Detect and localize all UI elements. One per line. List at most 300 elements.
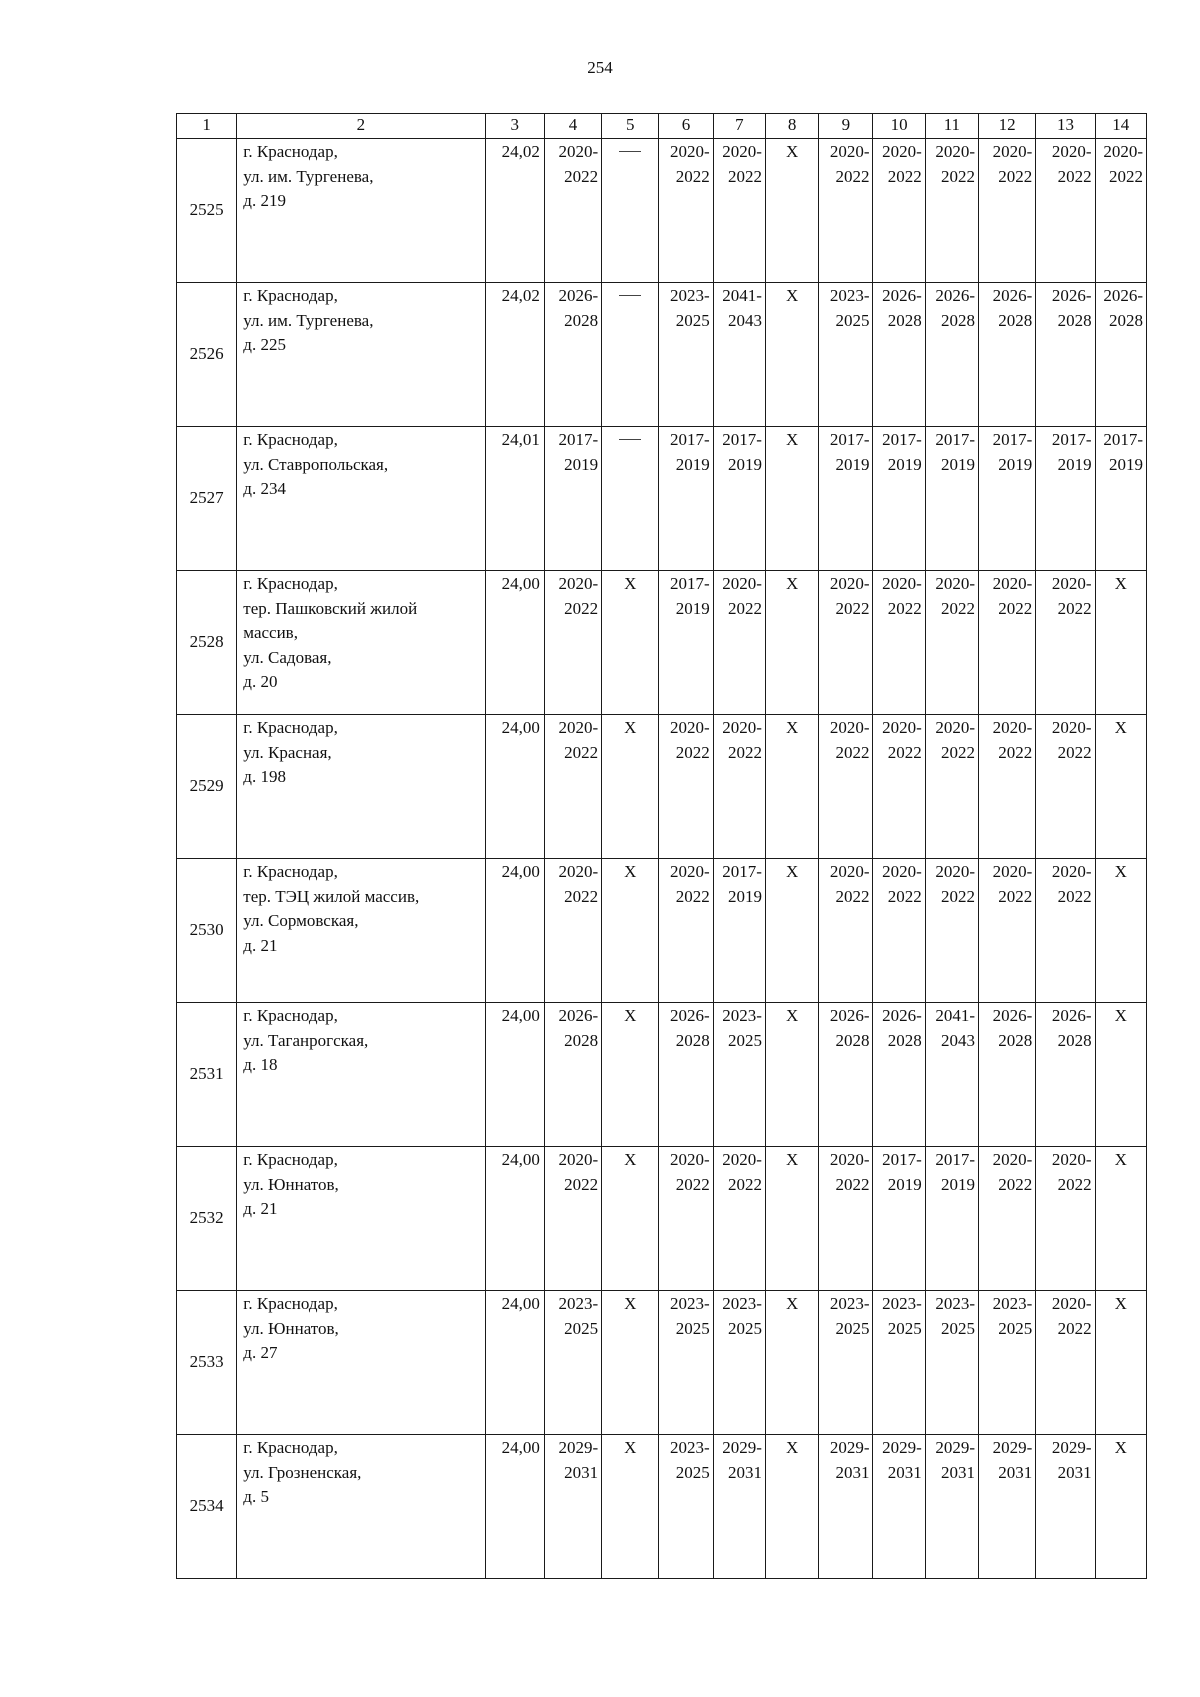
period-part: 2020- (1051, 718, 1092, 737)
period-part: 2028 (564, 310, 599, 330)
period-part: 2020- (1051, 574, 1092, 593)
period-part: 2022 (564, 166, 599, 186)
period-cell (713, 427, 765, 571)
period-part: 2028 (835, 1030, 870, 1050)
row-number: 2533 (177, 1291, 237, 1435)
period-part: 2029- (935, 1438, 976, 1457)
period-part: 2026- (558, 1006, 599, 1025)
header-row (177, 114, 1147, 139)
row-number: 2525 (177, 139, 237, 283)
column-header-13: 13 (1036, 114, 1095, 139)
mark-cell: X (1095, 1147, 1146, 1291)
period-part: 2020- (1051, 862, 1092, 881)
period-cell (544, 427, 601, 571)
address-line: г. Краснодар, (243, 286, 338, 305)
period-part: 2025 (835, 1318, 870, 1338)
period-part: 2022 (564, 742, 599, 762)
period-part: 2029- (992, 1438, 1033, 1457)
address-line: г. Краснодар, (243, 1150, 338, 1169)
period-part: 2022 (1057, 1318, 1092, 1338)
period-cell (925, 427, 978, 571)
column-header-12: 12 (979, 114, 1036, 139)
period-part: 2022 (998, 598, 1033, 618)
period-part: 2041- (722, 286, 762, 305)
address-line: г. Краснодар, (243, 1294, 338, 1313)
period-cell (925, 1291, 978, 1435)
period-part: 2022 (727, 598, 762, 618)
period-part: 2022 (835, 598, 870, 618)
period-part: 2022 (675, 1174, 710, 1194)
period-cell (979, 139, 1036, 283)
address-line: д. 198 (243, 767, 286, 786)
period-part: 2020- (882, 862, 922, 881)
period-part: 2022 (727, 1174, 762, 1194)
period-part: 2028 (941, 310, 976, 330)
period-part: 2026- (882, 286, 922, 305)
address-line: г. Краснодар, (243, 862, 338, 881)
table-row (177, 1291, 1147, 1435)
period-cell (659, 1435, 713, 1579)
mark-cell: X (765, 1435, 818, 1579)
period-cell (925, 1435, 978, 1579)
address-line: ул. Таганрогская, (243, 1030, 369, 1050)
period-cell (659, 1003, 713, 1147)
mark-cell: X (765, 139, 818, 283)
address-line: г. Краснодар, (243, 1438, 338, 1457)
period-part: 2022 (1109, 166, 1143, 186)
dash-mark (619, 151, 641, 152)
period-part: 2019 (727, 886, 762, 906)
address-line: г. Краснодар, (243, 718, 338, 737)
page-number: 254 (587, 58, 613, 77)
address-cell (237, 1147, 485, 1291)
period-cell (659, 715, 713, 859)
period-cell (979, 715, 1036, 859)
period-part: 2026- (1051, 1006, 1092, 1025)
period-part: 2022 (887, 598, 922, 618)
period-part: 2025 (941, 1318, 976, 1338)
value-cell: 24,01 (485, 427, 544, 571)
period-cell (659, 283, 713, 427)
period-part: 2017- (558, 430, 599, 449)
period-part: 2019 (675, 454, 710, 474)
period-part: 2025 (727, 1030, 762, 1050)
period-part: 2017- (670, 430, 710, 449)
period-cell (544, 1291, 601, 1435)
period-part: 2022 (998, 886, 1033, 906)
period-part: 2020- (935, 142, 976, 161)
period-cell (544, 139, 601, 283)
period-part: 2022 (564, 1174, 599, 1194)
period-part: 2022 (998, 1174, 1033, 1194)
period-part: 2020- (882, 718, 922, 737)
period-part: 2022 (887, 166, 922, 186)
period-cell (1036, 1003, 1095, 1147)
period-part: 2020- (1103, 142, 1143, 161)
address-cell (237, 139, 485, 283)
period-part: 2028 (887, 310, 922, 330)
period-cell (819, 859, 873, 1003)
table-row (177, 427, 1147, 571)
period-part: 2022 (941, 742, 976, 762)
period-cell (819, 1291, 873, 1435)
mark-cell: X (1095, 1003, 1146, 1147)
value-cell: 24,02 (485, 139, 544, 283)
period-cell (544, 283, 601, 427)
period-cell (713, 715, 765, 859)
value-cell: 24,00 (485, 859, 544, 1003)
period-part: 2020- (558, 142, 599, 161)
period-part: 2020- (992, 1150, 1033, 1169)
period-part: 2017- (670, 574, 710, 593)
period-part: 2028 (998, 310, 1033, 330)
period-part: 2019 (835, 454, 870, 474)
mark-cell: X (1095, 571, 1146, 715)
period-cell (544, 571, 601, 715)
mark-cell: X (602, 1003, 659, 1147)
period-part: 2020- (1051, 1150, 1092, 1169)
row-number: 2527 (177, 427, 237, 571)
row-number: 2529 (177, 715, 237, 859)
table-row (177, 1147, 1147, 1291)
period-part: 2020- (722, 142, 762, 161)
mark-cell: X (602, 1291, 659, 1435)
period-part: 2026- (1051, 286, 1092, 305)
period-part: 2023- (670, 1294, 710, 1313)
mark-cell: X (1095, 1435, 1146, 1579)
address-line: ул. им. Тургенева, (243, 166, 374, 186)
period-part: 2019 (941, 454, 976, 474)
address-line: ул. Грозненская, (243, 1462, 362, 1482)
period-cell (819, 1147, 873, 1291)
period-cell (1036, 1435, 1095, 1579)
mark-cell: X (765, 283, 818, 427)
period-part: 2022 (835, 166, 870, 186)
column-header-14: 14 (1095, 114, 1146, 139)
dash-cell (602, 283, 659, 427)
period-part: 2022 (835, 742, 870, 762)
period-part: 2020- (670, 142, 710, 161)
period-part: 2019 (675, 598, 710, 618)
period-cell (1036, 859, 1095, 1003)
column-header-1: 1 (177, 114, 237, 139)
period-part: 2020- (722, 1150, 762, 1169)
period-part: 2025 (887, 1318, 922, 1338)
period-cell (1036, 283, 1095, 427)
mark-cell: X (1095, 715, 1146, 859)
period-part: 2041- (935, 1006, 976, 1025)
period-part: 2022 (1057, 1174, 1092, 1194)
period-cell (713, 1147, 765, 1291)
period-part: 2031 (998, 1462, 1033, 1482)
period-cell (713, 1435, 765, 1579)
period-part: 2020- (670, 718, 710, 737)
period-part: 2020- (558, 1150, 599, 1169)
period-part: 2020- (829, 574, 870, 593)
address-cell (237, 283, 485, 427)
mark-cell: X (1095, 859, 1146, 1003)
period-cell (544, 715, 601, 859)
period-part: 2020- (670, 862, 710, 881)
period-part: 2022 (1057, 742, 1092, 762)
period-part: 2022 (675, 886, 710, 906)
period-cell (819, 715, 873, 859)
period-part: 2020- (992, 718, 1033, 737)
mark-cell: X (765, 1291, 818, 1435)
period-cell (1036, 1147, 1095, 1291)
period-cell (873, 1003, 925, 1147)
period-cell (925, 139, 978, 283)
period-part: 2020- (935, 574, 976, 593)
period-part: 2019 (1057, 454, 1092, 474)
period-part: 2026- (992, 286, 1033, 305)
address-line: д. 234 (243, 479, 286, 498)
address-line: ул. Юннатов, (243, 1318, 339, 1338)
address-line: г. Краснодар, (243, 1006, 338, 1025)
column-header-9: 9 (819, 114, 873, 139)
period-cell (1095, 427, 1146, 571)
period-part: 2026- (1103, 286, 1143, 305)
period-part: 2017- (935, 1150, 976, 1169)
period-part: 2020- (935, 862, 976, 881)
period-cell (1036, 715, 1095, 859)
mark-cell: X (602, 859, 659, 1003)
value-cell: 24,00 (485, 571, 544, 715)
period-cell (925, 859, 978, 1003)
period-part: 2023- (829, 1294, 870, 1313)
period-part: 2019 (887, 1174, 922, 1194)
period-cell (659, 571, 713, 715)
period-cell (925, 715, 978, 859)
period-cell (659, 139, 713, 283)
period-cell (979, 571, 1036, 715)
period-part: 2022 (1057, 598, 1092, 618)
period-part: 2022 (1057, 886, 1092, 906)
column-header-6: 6 (659, 114, 713, 139)
period-cell (979, 1291, 1036, 1435)
address-line: г. Краснодар, (243, 574, 338, 593)
period-part: 2020- (829, 142, 870, 161)
column-header-5: 5 (602, 114, 659, 139)
period-cell (1036, 571, 1095, 715)
period-cell (713, 571, 765, 715)
address-cell (237, 1003, 485, 1147)
value-cell: 24,00 (485, 715, 544, 859)
period-part: 2031 (835, 1462, 870, 1482)
period-part: 2020- (558, 574, 599, 593)
period-part: 2020- (558, 862, 599, 881)
dash-cell (602, 139, 659, 283)
period-part: 2031 (564, 1462, 599, 1482)
row-number: 2532 (177, 1147, 237, 1291)
period-cell (873, 1147, 925, 1291)
column-header-3: 3 (485, 114, 544, 139)
period-part: 2031 (727, 1462, 762, 1482)
period-part: 2025 (564, 1318, 599, 1338)
period-part: 2029- (882, 1438, 922, 1457)
value-cell: 24,00 (485, 1435, 544, 1579)
period-part: 2031 (1057, 1462, 1092, 1482)
period-cell (713, 859, 765, 1003)
table-body (177, 139, 1147, 1579)
period-part: 2022 (998, 742, 1033, 762)
period-cell (873, 715, 925, 859)
period-cell (873, 859, 925, 1003)
period-cell (979, 1003, 1036, 1147)
period-part: 2020- (1051, 1294, 1092, 1313)
value-cell: 24,00 (485, 1147, 544, 1291)
period-part: 2020- (558, 718, 599, 737)
address-line: д. 20 (243, 672, 278, 691)
address-line: ул. им. Тургенева, (243, 310, 374, 330)
mark-cell: X (765, 427, 818, 571)
period-part: 2029- (829, 1438, 870, 1457)
period-part: 2020- (882, 142, 922, 161)
period-cell (544, 1147, 601, 1291)
period-cell (873, 1291, 925, 1435)
period-part: 2023- (935, 1294, 976, 1313)
address-cell (237, 427, 485, 571)
period-part: 2043 (727, 310, 762, 330)
period-cell (873, 1435, 925, 1579)
period-cell (713, 139, 765, 283)
address-line: ул. Ставропольская, (243, 454, 389, 474)
period-cell (713, 1291, 765, 1435)
period-part: 2028 (1057, 310, 1092, 330)
period-part: 2022 (835, 886, 870, 906)
period-part: 2025 (675, 1462, 710, 1482)
period-part: 2019 (1109, 454, 1143, 474)
period-part: 2022 (564, 886, 599, 906)
address-line: д. 5 (243, 1487, 269, 1506)
row-number: 2528 (177, 571, 237, 715)
period-cell (819, 1435, 873, 1579)
period-part: 2031 (941, 1462, 976, 1482)
period-part: 2017- (722, 430, 762, 449)
period-part: 2025 (727, 1318, 762, 1338)
dash-mark (619, 295, 641, 296)
period-cell (979, 283, 1036, 427)
period-cell (979, 859, 1036, 1003)
period-cell (659, 1147, 713, 1291)
period-cell (979, 1147, 1036, 1291)
mark-cell: X (765, 715, 818, 859)
period-part: 2017- (882, 430, 922, 449)
address-line: тер. Пашковский жилой (243, 598, 418, 618)
address-line: ул. Сормовская, (243, 911, 359, 930)
period-part: 2019 (727, 454, 762, 474)
mark-cell: X (765, 1003, 818, 1147)
period-cell (925, 571, 978, 715)
period-part: 2026- (829, 1006, 870, 1025)
period-cell (873, 427, 925, 571)
table-row (177, 715, 1147, 859)
address-line: д. 21 (243, 935, 278, 955)
column-header-2: 2 (237, 114, 485, 139)
address-line: д. 219 (243, 191, 286, 210)
column-header-11: 11 (925, 114, 978, 139)
dash-cell (602, 427, 659, 571)
column-header-10: 10 (873, 114, 925, 139)
period-part: 2020- (722, 718, 762, 737)
period-cell (1036, 139, 1095, 283)
period-part: 2017- (935, 430, 976, 449)
address-cell (237, 1291, 485, 1435)
period-part: 2023- (829, 286, 870, 305)
period-cell (544, 1003, 601, 1147)
period-cell (1095, 139, 1146, 283)
mark-cell: X (765, 571, 818, 715)
period-part: 2017- (722, 862, 762, 881)
period-part: 2025 (675, 1318, 710, 1338)
period-part: 2022 (727, 166, 762, 186)
column-header-4: 4 (544, 114, 601, 139)
period-part: 2022 (941, 598, 976, 618)
period-part: 2028 (564, 1030, 599, 1050)
period-cell (979, 1435, 1036, 1579)
address-line: д. 27 (243, 1343, 278, 1362)
period-cell (713, 283, 765, 427)
address-line: массив, (243, 623, 298, 642)
address-cell (237, 859, 485, 1003)
period-part: 2020- (829, 718, 870, 737)
period-part: 2019 (998, 454, 1033, 474)
mark-cell: X (602, 1147, 659, 1291)
mark-cell: X (602, 1435, 659, 1579)
period-part: 2019 (887, 454, 922, 474)
period-cell (544, 859, 601, 1003)
period-part: 2025 (835, 310, 870, 330)
period-cell (1095, 283, 1146, 427)
register-table (176, 113, 1147, 1579)
period-part: 2026- (670, 1006, 710, 1025)
mark-cell: X (765, 859, 818, 1003)
period-cell (873, 139, 925, 283)
period-part: 2017- (1051, 430, 1092, 449)
period-part: 2026- (992, 1006, 1033, 1025)
table-row (177, 1003, 1147, 1147)
period-part: 2020- (829, 862, 870, 881)
period-cell (819, 139, 873, 283)
period-part: 2020- (935, 718, 976, 737)
period-cell (873, 571, 925, 715)
row-number: 2530 (177, 859, 237, 1003)
period-part: 2025 (998, 1318, 1033, 1338)
period-part: 2017- (829, 430, 870, 449)
period-part: 2026- (882, 1006, 922, 1025)
period-part: 2020- (670, 1150, 710, 1169)
period-part: 2026- (935, 286, 976, 305)
period-part: 2022 (564, 598, 599, 618)
period-part: 2026- (558, 286, 599, 305)
period-part: 2029- (722, 1438, 762, 1457)
period-part: 2023- (722, 1294, 762, 1313)
period-part: 2022 (941, 166, 976, 186)
row-number: 2526 (177, 283, 237, 427)
period-part: 2022 (1057, 166, 1092, 186)
period-part: 2023- (670, 286, 710, 305)
value-cell: 24,02 (485, 283, 544, 427)
period-part: 2020- (992, 142, 1033, 161)
period-part: 2017- (1103, 430, 1143, 449)
table-row (177, 1435, 1147, 1579)
address-line: д. 21 (243, 1199, 278, 1218)
period-part: 2028 (1057, 1030, 1092, 1050)
period-part: 2031 (887, 1462, 922, 1482)
period-part: 2029- (1051, 1438, 1092, 1457)
period-part: 2028 (1109, 310, 1143, 330)
period-cell (819, 427, 873, 571)
